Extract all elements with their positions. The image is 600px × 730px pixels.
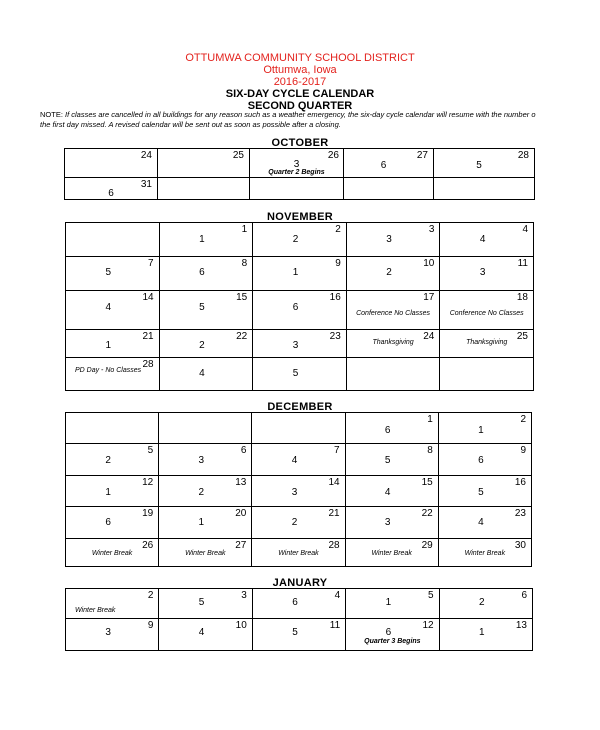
cycle-day: 5 xyxy=(105,267,112,278)
cycle-day: 6 xyxy=(105,517,111,528)
day-number: 25 xyxy=(232,150,244,161)
day-cell xyxy=(252,507,345,539)
day-number: 9 xyxy=(335,258,341,269)
day-cell xyxy=(159,589,252,619)
day-note: Winter Break xyxy=(371,550,412,557)
day-cell xyxy=(66,413,159,444)
day-cell xyxy=(346,223,440,257)
day-cell xyxy=(438,444,531,476)
day-number: 24 xyxy=(423,331,435,342)
day-cell xyxy=(65,178,158,200)
day-cell xyxy=(346,291,440,330)
cycle-day: 6 xyxy=(292,302,299,313)
week-row xyxy=(66,476,532,507)
day-cell xyxy=(66,257,160,291)
day-cell xyxy=(440,223,534,257)
cycle-day: 4 xyxy=(291,455,298,466)
day-note: Conference No Classes xyxy=(449,310,524,317)
cycle-day: 2 xyxy=(105,455,111,466)
cycle-day: 4 xyxy=(199,368,205,379)
week-row xyxy=(66,257,534,291)
day-number: 7 xyxy=(148,258,154,269)
cycle-day: 2 xyxy=(199,340,205,351)
day-cell xyxy=(159,507,252,539)
cycle-day: 3 xyxy=(292,340,299,351)
day-cell xyxy=(66,619,159,651)
day-cell xyxy=(346,358,440,391)
day-cell xyxy=(440,257,534,291)
day-number: 21 xyxy=(142,331,154,342)
cycle-day: 3 xyxy=(198,455,205,466)
day-number: 7 xyxy=(334,445,340,456)
day-cell xyxy=(440,291,534,330)
day-number: 11 xyxy=(329,620,341,631)
day-cell xyxy=(252,444,345,476)
day-cell xyxy=(66,444,159,476)
day-number: 30 xyxy=(514,540,526,551)
day-number: 14 xyxy=(328,477,340,488)
day-cell xyxy=(159,358,253,391)
week-row xyxy=(66,291,534,330)
cycle-day: 5 xyxy=(199,302,205,313)
day-number: 4 xyxy=(334,590,341,601)
day-number: 29 xyxy=(421,540,433,551)
cycle-day: 1 xyxy=(105,340,112,351)
day-note: Quarter 2 Begins xyxy=(268,169,325,176)
cycle-day: 6 xyxy=(199,267,205,278)
cycle-day: 3 xyxy=(291,487,298,498)
day-cell xyxy=(159,539,252,567)
calendar-title: SIX-DAY CYCLE CALENDAR xyxy=(225,88,375,100)
day-cell xyxy=(66,223,160,257)
day-number: 16 xyxy=(514,477,526,488)
day-number: 16 xyxy=(329,292,341,303)
day-number: 27 xyxy=(416,150,428,161)
cycle-day: 1 xyxy=(105,487,111,498)
day-number: 10 xyxy=(423,258,435,269)
cycle-day: 3 xyxy=(479,267,486,278)
day-cell xyxy=(346,257,440,291)
cycle-day: 5 xyxy=(292,368,299,379)
district-name: OTTUMWA COMMUNITY SCHOOL DISTRICT xyxy=(185,52,415,64)
week-row xyxy=(66,413,532,444)
week-row xyxy=(65,149,535,178)
day-cell xyxy=(344,149,434,178)
day-cell xyxy=(66,291,160,330)
cycle-day: 6 xyxy=(385,627,392,638)
cycle-day: 5 xyxy=(384,455,391,466)
day-cell xyxy=(345,539,438,567)
closing-note xyxy=(40,110,600,130)
cycle-day: 5 xyxy=(478,487,484,498)
calendar-january xyxy=(65,588,533,651)
day-cell xyxy=(159,444,252,476)
cycle-day: 4 xyxy=(479,234,486,245)
day-number: 12 xyxy=(142,477,154,488)
cycle-day: 1 xyxy=(385,597,392,608)
day-cell xyxy=(434,149,535,178)
cycle-day: 2 xyxy=(291,517,298,528)
cycle-day: 4 xyxy=(198,627,205,638)
day-number: 12 xyxy=(422,620,434,631)
day-cell xyxy=(250,178,344,200)
day-cell xyxy=(253,358,347,391)
cycle-day: 4 xyxy=(105,302,112,313)
day-note: Winter Break xyxy=(464,550,506,557)
day-number: 23 xyxy=(329,331,341,342)
day-cell xyxy=(159,257,253,291)
day-cell xyxy=(66,476,159,507)
day-cell xyxy=(345,444,438,476)
day-number: 8 xyxy=(241,258,248,269)
day-number: 6 xyxy=(240,445,247,456)
day-cell xyxy=(158,178,250,200)
day-number: 17 xyxy=(423,292,435,303)
day-cell xyxy=(252,619,345,651)
week-row xyxy=(66,507,532,539)
day-cell xyxy=(159,291,253,330)
cycle-day: 3 xyxy=(384,517,391,528)
day-note: Quarter 3 Begins xyxy=(364,638,421,645)
cycle-day: 1 xyxy=(479,627,485,638)
cycle-day: 1 xyxy=(478,425,484,436)
quarter-title: SECOND QUARTER xyxy=(247,100,353,112)
day-number: 5 xyxy=(428,590,434,601)
day-number: 21 xyxy=(328,508,340,519)
day-cell xyxy=(346,619,439,651)
day-note: Thanksgiving xyxy=(372,339,414,346)
day-cell xyxy=(66,507,159,539)
calendar-december xyxy=(65,412,532,567)
day-cell xyxy=(159,413,252,444)
day-cell xyxy=(66,330,160,358)
day-number: 27 xyxy=(235,540,247,551)
month-title-december: DECEMBER xyxy=(267,401,333,413)
day-cell xyxy=(253,291,347,330)
calendar-october xyxy=(64,148,535,200)
day-number: 26 xyxy=(142,540,154,551)
day-number: 28 xyxy=(517,150,529,161)
cycle-day: 3 xyxy=(105,627,111,638)
week-row xyxy=(66,223,534,257)
cycle-day: 4 xyxy=(384,487,391,498)
day-cell xyxy=(440,358,534,391)
day-cell xyxy=(344,178,434,200)
cycle-day: 1 xyxy=(292,267,299,278)
day-cell xyxy=(434,178,535,200)
week-row xyxy=(66,358,534,391)
day-number: 10 xyxy=(235,620,247,631)
day-cell xyxy=(438,539,531,567)
month-title-october: OCTOBER xyxy=(271,137,329,149)
day-cell xyxy=(158,149,250,178)
cycle-day: 5 xyxy=(292,627,298,638)
cycle-day: 6 xyxy=(478,455,484,466)
week-row xyxy=(65,178,535,200)
day-cell xyxy=(66,589,159,619)
cycle-day: 2 xyxy=(386,267,392,278)
day-cell xyxy=(438,476,531,507)
day-number: 8 xyxy=(427,445,433,456)
day-cell xyxy=(346,589,439,619)
day-note: Thanksgiving xyxy=(466,339,508,346)
day-note: PD Day - No Classes xyxy=(75,367,142,374)
cycle-day: 2 xyxy=(198,487,205,498)
cycle-day: 3 xyxy=(386,234,392,245)
day-cell xyxy=(439,619,532,651)
day-number: 28 xyxy=(328,540,340,551)
week-row xyxy=(66,589,533,619)
day-cell xyxy=(159,330,253,358)
cycle-day: 6 xyxy=(380,160,387,171)
day-number: 20 xyxy=(235,508,247,519)
day-cell xyxy=(65,149,158,178)
day-number: 2 xyxy=(335,224,341,235)
cycle-day: 2 xyxy=(292,234,299,245)
day-number: 18 xyxy=(516,292,528,303)
day-number: 25 xyxy=(516,331,528,342)
day-cell xyxy=(439,589,532,619)
day-cell xyxy=(345,507,438,539)
city-name: Ottumwa, Iowa xyxy=(263,64,337,76)
day-number: 11 xyxy=(517,258,528,269)
day-cell xyxy=(440,330,534,358)
week-row xyxy=(66,539,532,567)
day-note: Conference No Classes xyxy=(356,310,431,317)
school-year: 2016-2017 xyxy=(273,76,327,88)
day-number: 6 xyxy=(521,590,527,601)
note-label: NOTE: xyxy=(40,110,63,119)
day-cell xyxy=(253,223,347,257)
day-cell xyxy=(159,223,253,257)
day-number: 2 xyxy=(147,590,154,601)
month-title-january: JANUARY xyxy=(272,577,328,589)
week-row xyxy=(66,330,534,358)
calendar-november xyxy=(65,222,534,391)
day-note: Winter Break xyxy=(91,550,133,557)
cycle-day: 6 xyxy=(108,188,114,199)
month-title-november: NOVEMBER xyxy=(267,211,333,223)
note-line-2: the first day missed. A revised calendar will be sent out as soon as possible after a closing. xyxy=(40,120,341,129)
day-note: Winter Break xyxy=(185,550,226,557)
day-note: Winter Break xyxy=(278,550,319,557)
day-cell xyxy=(346,330,440,358)
note-line-1: If classes are cancelled in all buildings for any reason such as a weather emergency, the six-day cycle calendar will resume with the number o xyxy=(65,110,536,119)
day-number: 13 xyxy=(235,477,247,488)
day-number: 2 xyxy=(520,414,526,425)
day-number: 26 xyxy=(327,150,339,161)
week-row xyxy=(66,619,533,651)
day-number: 1 xyxy=(241,224,248,235)
day-cell xyxy=(66,539,159,567)
day-number: 28 xyxy=(142,359,154,370)
day-cell xyxy=(253,257,347,291)
day-number: 4 xyxy=(522,224,528,235)
day-cell xyxy=(66,358,160,391)
day-number: 22 xyxy=(236,331,248,342)
cycle-day: 5 xyxy=(476,160,482,171)
day-cell xyxy=(345,413,438,444)
day-cell xyxy=(252,476,345,507)
cycle-day: 6 xyxy=(384,425,391,436)
day-cell xyxy=(159,476,252,507)
day-cell xyxy=(159,619,252,651)
day-number: 5 xyxy=(147,445,154,456)
day-number: 15 xyxy=(421,477,433,488)
day-number: 3 xyxy=(428,224,435,235)
day-number: 19 xyxy=(142,508,154,519)
cycle-day: 3 xyxy=(293,159,300,170)
day-cell xyxy=(438,507,531,539)
day-number: 9 xyxy=(147,620,154,631)
day-cell xyxy=(252,539,345,567)
day-cell xyxy=(250,149,344,178)
week-row xyxy=(66,444,532,476)
day-number: 15 xyxy=(236,292,248,303)
day-number: 3 xyxy=(241,590,247,601)
day-note: Winter Break xyxy=(75,607,116,614)
day-cell xyxy=(253,330,347,358)
day-number: 23 xyxy=(514,508,526,519)
day-number: 31 xyxy=(140,179,152,190)
day-number: 14 xyxy=(142,292,154,303)
cycle-day: 2 xyxy=(479,597,485,608)
day-cell xyxy=(345,476,438,507)
cycle-day: 5 xyxy=(198,597,205,608)
day-number: 24 xyxy=(140,150,152,161)
day-number: 22 xyxy=(421,508,433,519)
cycle-day: 6 xyxy=(292,597,298,608)
day-number: 13 xyxy=(515,620,527,631)
day-number: 9 xyxy=(520,445,526,456)
cycle-day: 4 xyxy=(478,517,484,528)
cycle-day: 1 xyxy=(198,517,205,528)
day-cell xyxy=(438,413,531,444)
cycle-day: 1 xyxy=(199,234,205,245)
day-cell xyxy=(252,589,345,619)
day-cell xyxy=(252,413,345,444)
day-number: 1 xyxy=(427,414,433,425)
